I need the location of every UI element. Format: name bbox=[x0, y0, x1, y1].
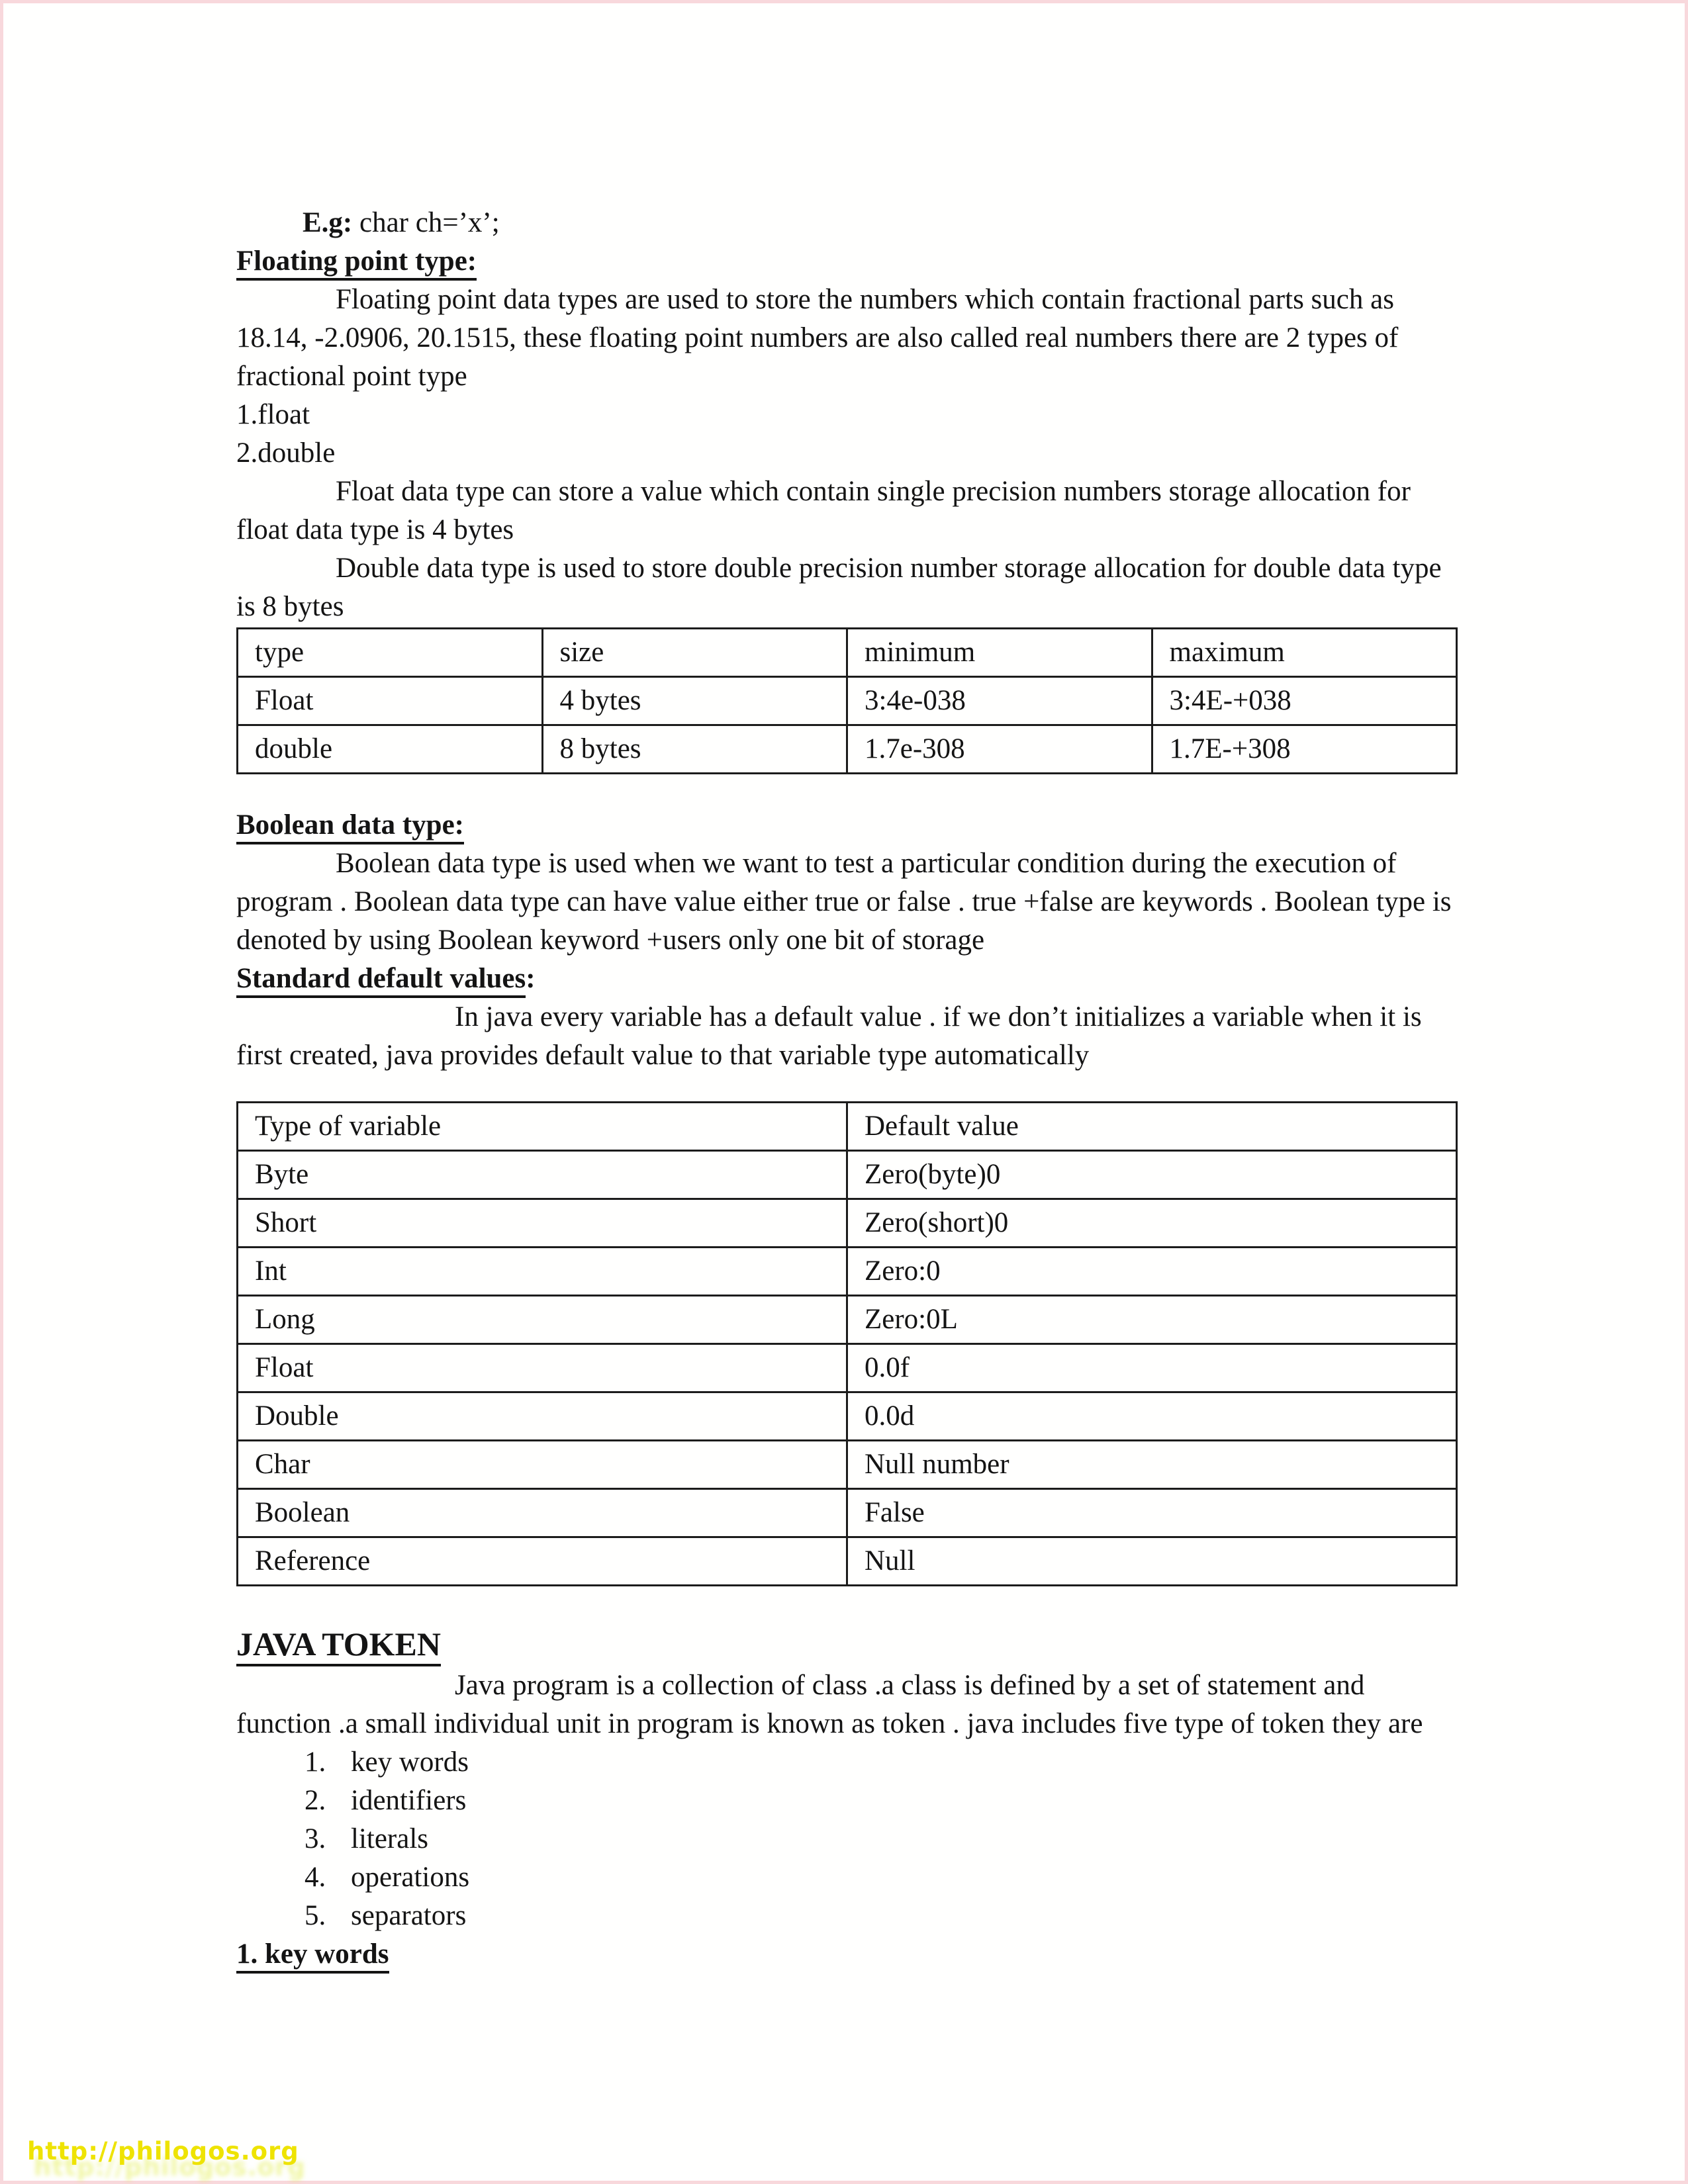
table-cell: 1.7e-308 bbox=[847, 725, 1152, 774]
table-cell: 0.0f bbox=[847, 1344, 1457, 1392]
table-row bbox=[238, 677, 1457, 725]
token-list-item bbox=[236, 1897, 1458, 1935]
boolean-heading: Boolean data type: bbox=[236, 806, 1458, 844]
table-row bbox=[238, 1537, 1457, 1586]
example-line bbox=[303, 204, 1458, 242]
double-item: 2.double bbox=[236, 437, 336, 469]
java-token-heading: JAVA TOKEN bbox=[236, 1625, 1458, 1666]
table-cell: 3:4e-038 bbox=[847, 677, 1152, 725]
keywords-subheading: 1. key words bbox=[236, 1935, 1458, 1974]
table-cell: Long bbox=[238, 1296, 847, 1344]
list-number: 4. bbox=[305, 1861, 326, 1893]
float-item: 1.float bbox=[236, 399, 310, 431]
table-header-row bbox=[238, 1103, 1457, 1151]
table-cell: Null bbox=[847, 1537, 1457, 1586]
list-number: 1. bbox=[305, 1746, 326, 1778]
table-cell: Double bbox=[238, 1392, 847, 1441]
boolean-paragraph: Boolean data type is used when we want to test a particular condition during the execution of program . Boolean data type can have value either true or false . true +false are keywords . Boolean type is denoted by using Boolean keyword +users only one bit of storage bbox=[236, 848, 1452, 956]
table-cell: Float bbox=[238, 1344, 847, 1392]
list-label: operations bbox=[351, 1861, 470, 1893]
table-cell: Int bbox=[238, 1248, 847, 1296]
floating-point-paragraph: Floating point data types are used to store the numbers which contain fractional parts such as 18.14, -2.0906, 20.1515, these floating point numbers are also called real numbers there are 2 types of fractional point type bbox=[236, 284, 1399, 392]
table-cell: Null number bbox=[847, 1441, 1457, 1489]
example-code: char ch=’x’; bbox=[359, 207, 500, 238]
table-cell: 1.7E-+308 bbox=[1152, 725, 1457, 774]
table-cell: False bbox=[847, 1489, 1457, 1537]
table-cell: Zero:0 bbox=[847, 1248, 1457, 1296]
token-list-item bbox=[236, 1782, 1458, 1820]
token-list-item bbox=[236, 1743, 1458, 1782]
table-row bbox=[238, 1296, 1457, 1344]
table-header-row bbox=[238, 629, 1457, 677]
table-row bbox=[238, 1199, 1457, 1248]
table-cell: 0.0d bbox=[847, 1392, 1457, 1441]
example-label: E.g: bbox=[303, 207, 353, 238]
table-cell: 8 bytes bbox=[542, 725, 847, 774]
token-list-item bbox=[236, 1820, 1458, 1858]
table-row bbox=[238, 725, 1457, 774]
table-cell: Boolean bbox=[238, 1489, 847, 1537]
column-header: Type of variable bbox=[238, 1103, 847, 1151]
table-cell: double bbox=[238, 725, 543, 774]
list-label: identifiers bbox=[351, 1784, 467, 1816]
table-cell: Zero:0L bbox=[847, 1296, 1457, 1344]
default-values-paragraph: In java every variable has a default value . if we don’t initializes a variable when it is first created, java provides default value to that variable type automatically bbox=[236, 1001, 1422, 1071]
table-row bbox=[238, 1489, 1457, 1537]
java-token-paragraph: Java program is a collection of class .a class is defined by a set of statement and function .a small individual unit in program is known as token . java includes five type of token they are bbox=[236, 1669, 1423, 1739]
double-storage-paragraph: Double data type is used to store double precision number storage allocation for double data type is 8 bytes bbox=[236, 553, 1442, 623]
default-values-table bbox=[236, 1101, 1458, 1586]
column-header: type bbox=[238, 629, 543, 677]
table-cell: Byte bbox=[238, 1151, 847, 1199]
column-header: maximum bbox=[1152, 629, 1457, 677]
list-label: literals bbox=[351, 1823, 429, 1854]
default-values-heading: Standard default values: bbox=[236, 960, 1458, 998]
table-cell: Zero(short)0 bbox=[847, 1199, 1457, 1248]
table-cell: 3:4E-+038 bbox=[1152, 677, 1457, 725]
table-cell: Reference bbox=[238, 1537, 847, 1586]
table-cell: Float bbox=[238, 677, 543, 725]
table-cell: Zero(byte)0 bbox=[847, 1151, 1457, 1199]
list-number: 3. bbox=[305, 1823, 326, 1854]
list-label: key words bbox=[351, 1746, 469, 1778]
table-cell: Short bbox=[238, 1199, 847, 1248]
watermark-url: http://philogos.org bbox=[27, 2137, 299, 2165]
table-row bbox=[238, 1392, 1457, 1441]
table-row bbox=[238, 1344, 1457, 1392]
table-cell: Char bbox=[238, 1441, 847, 1489]
token-list-item bbox=[236, 1858, 1458, 1897]
document-content bbox=[236, 204, 1458, 1974]
table-row bbox=[238, 1248, 1457, 1296]
list-number: 2. bbox=[305, 1784, 326, 1816]
column-header: size bbox=[542, 629, 847, 677]
column-header: minimum bbox=[847, 629, 1152, 677]
table-row bbox=[238, 1441, 1457, 1489]
float-range-table bbox=[236, 627, 1458, 774]
table-cell: 4 bytes bbox=[542, 677, 847, 725]
floating-point-heading: Floating point type: bbox=[236, 242, 1458, 281]
list-label: separators bbox=[351, 1899, 467, 1931]
list-number: 5. bbox=[305, 1899, 326, 1931]
float-storage-paragraph: Float data type can store a value which contain single precision numbers storage allocation for float data type is 4 bytes bbox=[236, 476, 1411, 546]
table-row bbox=[238, 1151, 1457, 1199]
column-header: Default value bbox=[847, 1103, 1457, 1151]
